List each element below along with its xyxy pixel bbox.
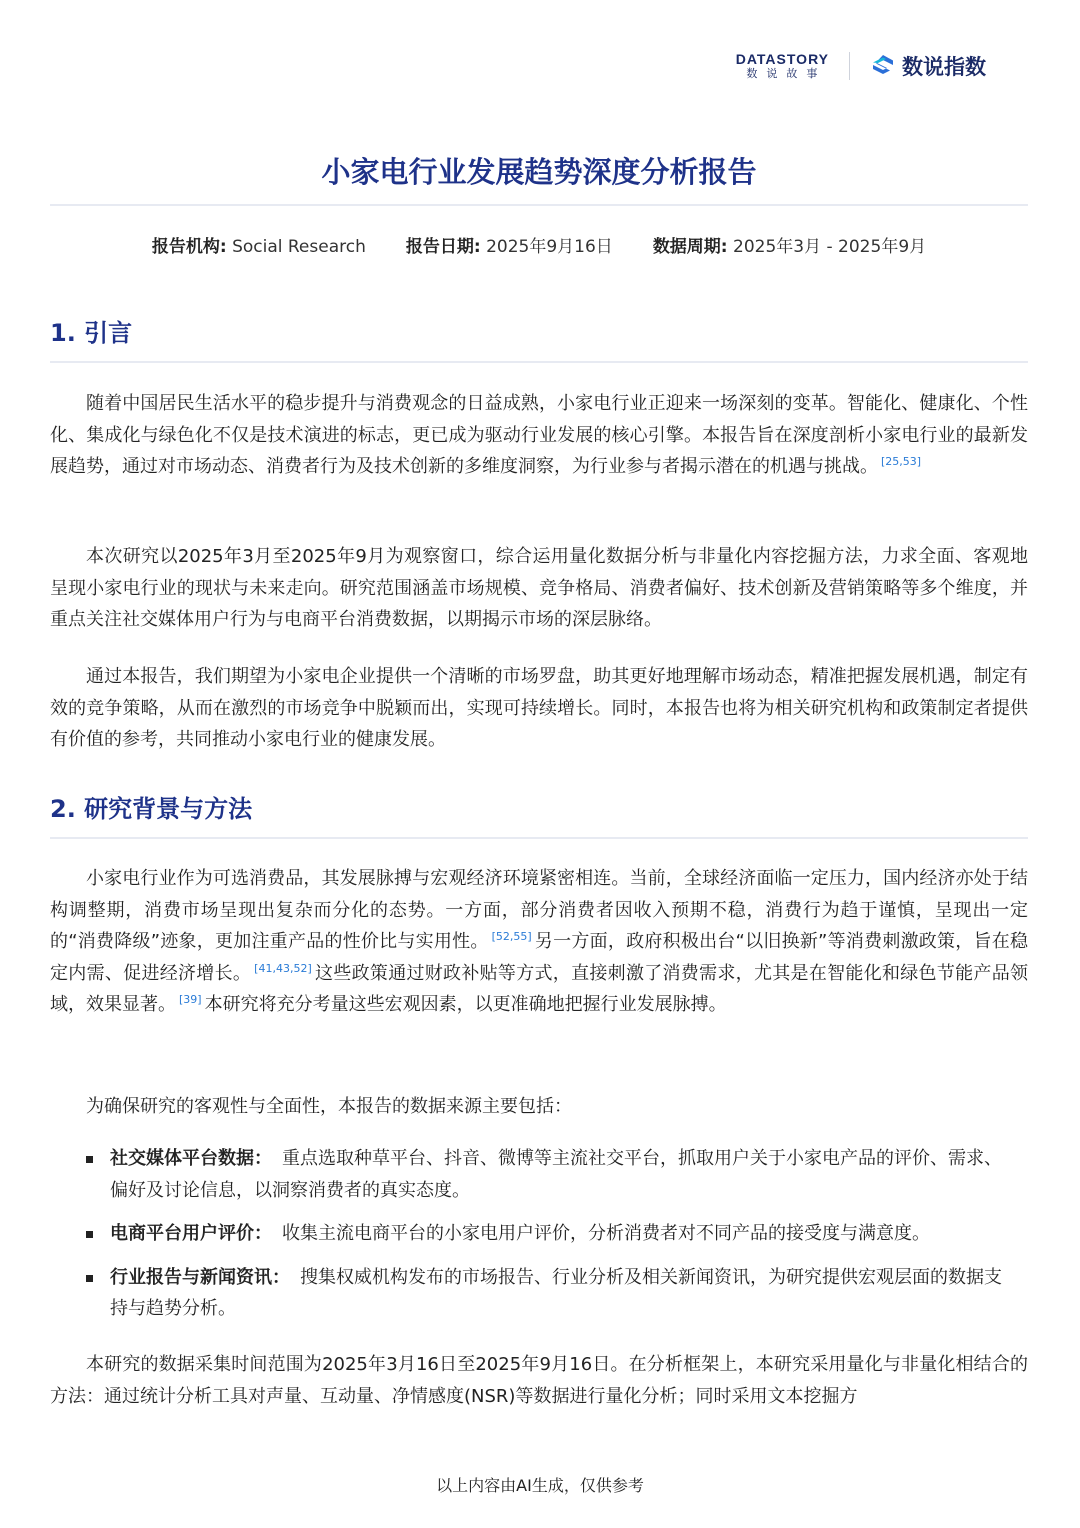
section-divider [50, 361, 1028, 363]
list-item [80, 1218, 1010, 1250]
title-divider [50, 204, 1028, 206]
section-divider [50, 837, 1028, 839]
report-meta [50, 233, 1028, 261]
meta-date-label: 报告日期: [405, 237, 481, 257]
meta-period-label: 数据周期: [652, 237, 728, 257]
datastory-logo [736, 51, 829, 81]
square-bullet-icon [86, 1231, 93, 1238]
source-label: 社交媒体平台数据： [110, 1148, 272, 1169]
source-label: 行业报告与新闻资讯： [110, 1266, 290, 1288]
citation-ref[interactable]: [41,43,52] [254, 961, 312, 975]
paragraph [50, 661, 1028, 756]
index-logo [870, 51, 986, 81]
section-heading-background: 2. 研究背景与方法 [50, 795, 253, 823]
list-item [80, 1262, 1010, 1325]
report-title: 小家电行业发展趋势深度分析报告 [321, 155, 757, 189]
source-text: 收集主流电商平台的小家电用户评价，分析消费者对不同产品的接受度与满意度。 [282, 1223, 930, 1244]
meta-period [653, 233, 926, 261]
paragraph-text: 为确保研究的客观性与全面性，本报告的数据来源主要包括： [86, 1096, 572, 1117]
citation-ref[interactable]: [39] [179, 993, 202, 1006]
meta-org [152, 233, 366, 261]
source-text: 重点选取种草平台、抖音、微博等主流社交平台，抓取用户关于小家电产品的评价、需求、偏好及讨论信息，以洞察消费者的真实态度。 [110, 1148, 1002, 1201]
square-bullet-icon [86, 1156, 93, 1163]
meta-date-value: 2025年9月16日 [486, 237, 613, 257]
paragraph [50, 863, 1028, 1021]
meta-date [406, 233, 613, 261]
citation-ref[interactable]: [52,55] [491, 930, 532, 943]
source-text: 搜集权威机构发布的市场报告、行业分析及相关新闻资讯，为研究提供宏观层面的数据支持与趋势分析。 [110, 1266, 1002, 1319]
meta-org-value: Social Research [232, 237, 366, 257]
ai-disclaimer: 以上内容由AI生成，仅供参考 [436, 1476, 644, 1495]
datastory-logo-en: DATASTORY [735, 51, 829, 67]
meta-org-label: 报告机构: [151, 237, 227, 257]
datastory-logo-cn: 数说故事 [746, 67, 827, 80]
list-item [80, 1143, 1010, 1206]
paragraph-text: 通过本报告，我们期望为小家电企业提供一个清晰的市场罗盘，助其更好地理解市场动态，精准把握发展机遇，制定有效的竞争策略，从而在激烈的市场竞争中脱颖而出，实现可持续增长。同时，本报告也将为相关研究机构和政策制定者提供有价值的参考，共同推动小家电行业的健康发展。 [50, 666, 1028, 750]
meta-period-value: 2025年3月 - 2025年9月 [733, 237, 927, 257]
paragraph-text: 另一方面，政府积极出台“以旧换新”等消费刺激政策，旨在稳定内需、促进经济增长。 [50, 931, 1028, 984]
citation-ref[interactable]: [25,53] [881, 455, 922, 468]
index-logo-name: 数说指数 [902, 55, 986, 79]
paragraph-closing: 本研究的数据采集时间范围为2025年3月16日至2025年9月16日。在分析框架上，本研究采用量化与非量化相结合的方法：通过统计分析工具对声量、互动量、净情感度(NSR)等数据进行量化分析；同时采用文本挖掘方 [50, 1354, 1028, 1407]
paragraph-text: 本研究将充分考量这些宏观因素，以更准确地把握行业发展脉搏。 [204, 994, 727, 1015]
paragraph-text: 这些政策通过财政补贴等方式，直接刺激了消费需求，尤其是在智能化和绿色节能产品领域，效果显著。 [50, 962, 1028, 1015]
paragraph [50, 1091, 1028, 1123]
logo-divider [849, 52, 850, 80]
paragraph-text: 本次研究以2025年3月至2025年9月为观察窗口，综合运用量化数据分析与非量化内容挖掘方法，力求全面、客观地呈现小家电行业的现状与未来走向。研究范围涵盖市场规模、竞争格局、消费者偏好、技术创新及营销策略等多个维度，并重点关注社交媒体用户行为与电商平台消费数据，以期揭示市场的深层脉络。 [50, 546, 1028, 630]
data-source-list [80, 1143, 1010, 1337]
paragraph-text: 小家电行业作为可选消费品，其发展脉搏与宏观经济环境紧密相连。当前，全球经济面临一定压力，国内经济亦处于结构调整期，消费市场呈现出复杂而分化的态势。一方面，部分消费者因收入预期不稳，消费行为趋于谨慎，呈现出一定的“消费降级”迹象，更加注重产品的性价比与实用性。 [50, 868, 1028, 952]
s-shape-logo-icon [870, 53, 896, 79]
paragraph-text: 随着中国居民生活水平的稳步提升与消费观念的日益成熟，小家电行业正迎来一场深刻的变革。智能化、健康化、个性化、集成化与绿色化不仅是技术演进的标志，更已成为驱动行业发展的核心引擎。本报告旨在深度剖析小家电行业的最新发展趋势，通过对市场动态、消费者行为及技术创新的多维度洞察，为行业参与者揭示潜在的机遇与挑战。 [50, 393, 1028, 477]
section-heading-intro: 1. 引言 [50, 319, 133, 347]
paragraph [50, 388, 1028, 483]
header-logos [736, 46, 986, 86]
square-bullet-icon [86, 1275, 93, 1282]
source-label: 电商平台用户评价： [110, 1223, 272, 1244]
paragraph [50, 541, 1028, 636]
